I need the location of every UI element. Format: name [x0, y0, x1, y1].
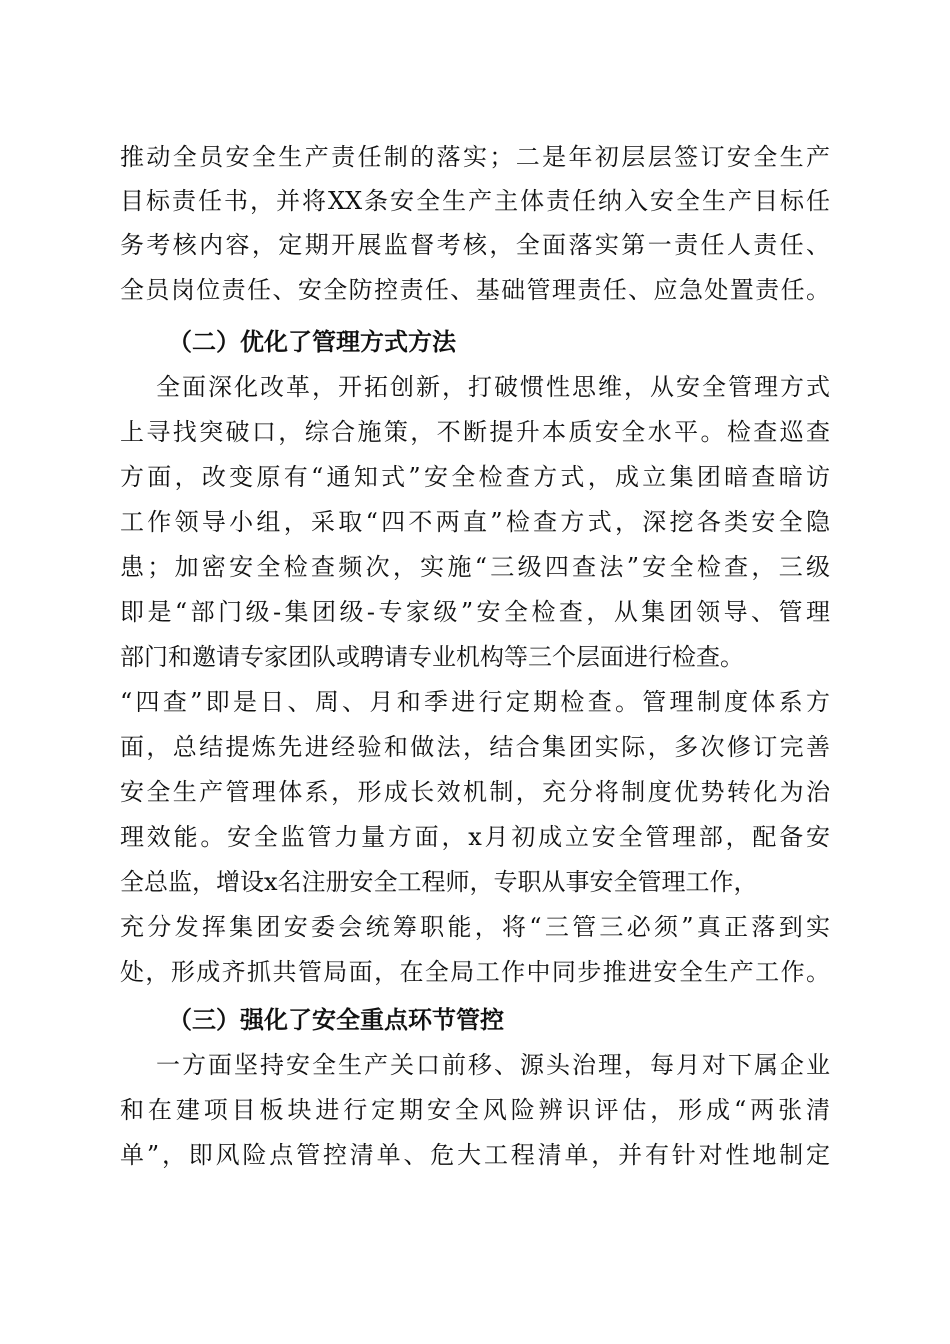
text-line: 务考核内容，定期开展监督考核，全面落实第一责任人责任、 [120, 231, 830, 259]
text-line: 安全生产管理体系，形成长效机制，充分将制度优势转化为治 [120, 778, 830, 806]
text-line: 全总监，增设x名注册安全工程师，专职从事安全管理工作， [120, 868, 758, 896]
text-line: “四查”即是日、周、月和季进行定期检查。管理制度体系方 [120, 688, 830, 716]
text-line: 工作领导小组，采取“四不两直”检查方式，深挖各类安全隐 [120, 508, 830, 536]
text-line: 理效能。安全监管力量方面，x月初成立安全管理部，配备安 [120, 823, 830, 851]
text-line: 和在建项目板块进行定期安全风险辨识评估，形成“两张清 [120, 1096, 830, 1124]
text-line: 推动全员安全生产责任制的落实；二是年初层层签订安全生产 [120, 143, 830, 171]
text-line: 一方面坚持安全生产关口前移、源头治理，每月对下属企业 [156, 1051, 830, 1079]
section-heading: （三）强化了安全重点环节管控 [168, 1005, 504, 1034]
text-line: 部门和邀请专家团队或聘请专业机构等三个层面进行检查。 [120, 643, 744, 671]
text-line: 即是“部门级-集团级-专家级”安全检查，从集团领导、管理 [120, 598, 830, 626]
text-line: 全员岗位责任、安全防控责任、基础管理责任、应急处置责任。 [120, 276, 830, 304]
text-line: 充分发挥集团安委会统筹职能，将“三管三必须”真正落到实 [120, 913, 830, 941]
text-line: 方面，改变原有“通知式”安全检查方式，成立集团暗查暗访 [120, 463, 830, 491]
text-line: 目标责任书，并将XX条安全生产主体责任纳入安全生产目标任 [120, 187, 830, 215]
text-line: 全面深化改革，开拓创新，打破惯性思维，从安全管理方式 [156, 373, 830, 401]
text-line: 面，总结提炼先进经验和做法，结合集团实际，多次修订完善 [120, 733, 830, 761]
text-line: 上寻找突破口，综合施策，不断提升本质安全水平。检查巡查 [120, 418, 830, 446]
text-line: 单”，即风险点管控清单、危大工程清单，并有针对性地制定 [120, 1141, 830, 1169]
text-line: 患；加密安全检查频次，实施“三级四查法”安全检查，三级 [120, 553, 830, 581]
section-heading: （二）优化了管理方式方法 [168, 327, 456, 356]
text-line: 处，形成齐抓共管局面，在全局工作中同步推进安全生产工作。 [120, 958, 830, 986]
